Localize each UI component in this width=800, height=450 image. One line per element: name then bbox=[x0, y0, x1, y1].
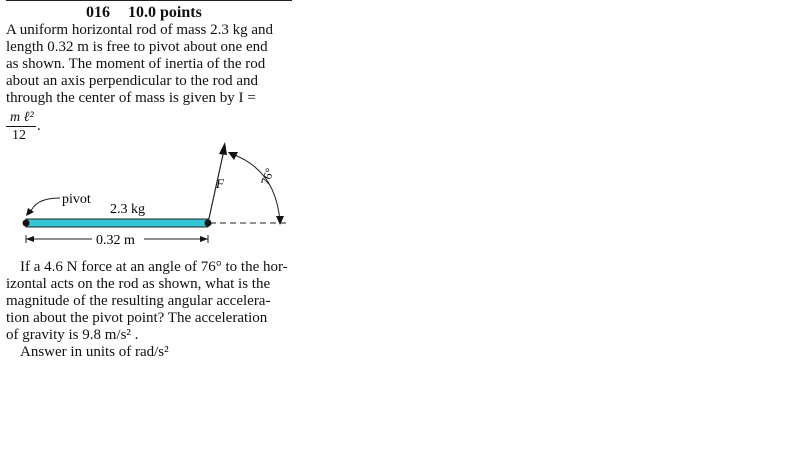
pivot-label: pivot bbox=[62, 192, 91, 207]
problem-header bbox=[86, 4, 202, 22]
length-label: 0.32 m bbox=[96, 233, 135, 248]
formula-numerator: m ℓ² bbox=[10, 110, 34, 125]
question-line: If a 4.6 N force at an angle of 76° to the hor- bbox=[20, 259, 288, 275]
problem-line: as shown. The moment of inertia of the rod bbox=[6, 56, 266, 72]
length-arrowhead-left bbox=[26, 236, 34, 242]
pivot-arrowhead bbox=[26, 208, 34, 216]
problem-number: 016 bbox=[86, 4, 110, 21]
length-arrowhead-right bbox=[200, 236, 208, 242]
answer-units: Answer in units of rad/s² bbox=[20, 344, 169, 360]
question-line: magnitude of the resulting angular accelera- bbox=[6, 293, 271, 309]
force-label: F bbox=[216, 176, 224, 191]
inertia-formula bbox=[6, 110, 38, 143]
angle-arc-arrowhead-bottom bbox=[276, 216, 284, 225]
angle-arc bbox=[232, 154, 280, 222]
problem-line: length 0.32 m is free to pivot about one end bbox=[6, 39, 268, 55]
question-line: of gravity is 9.8 m/s² . bbox=[6, 327, 139, 343]
pivot-point bbox=[23, 220, 30, 227]
fraction-bar bbox=[6, 126, 36, 127]
problem-line: through the center of mass is given by I = bbox=[6, 90, 256, 106]
rod-diagram bbox=[14, 140, 304, 255]
problem-points: 10.0 points bbox=[128, 4, 202, 21]
top-rule bbox=[6, 0, 292, 1]
mass-label: 2.3 kg bbox=[110, 202, 145, 217]
question-text bbox=[6, 259, 288, 344]
problem-line: A uniform horizontal rod of mass 2.3 kg and bbox=[6, 22, 274, 38]
problem-statement bbox=[6, 22, 273, 107]
formula-denominator: 12 bbox=[12, 128, 26, 143]
question-line: izontal acts on the rod as shown, what is the bbox=[6, 276, 271, 292]
pivot-arrow bbox=[30, 198, 60, 214]
problem-line: about an axis perpendicular to the rod and bbox=[6, 73, 258, 89]
formula-period: . bbox=[37, 118, 41, 134]
question-line: tion about the pivot point? The acceleration bbox=[6, 310, 268, 326]
rod bbox=[26, 219, 208, 227]
angle-label: 76° bbox=[257, 166, 277, 187]
force-arrowhead bbox=[219, 142, 227, 155]
